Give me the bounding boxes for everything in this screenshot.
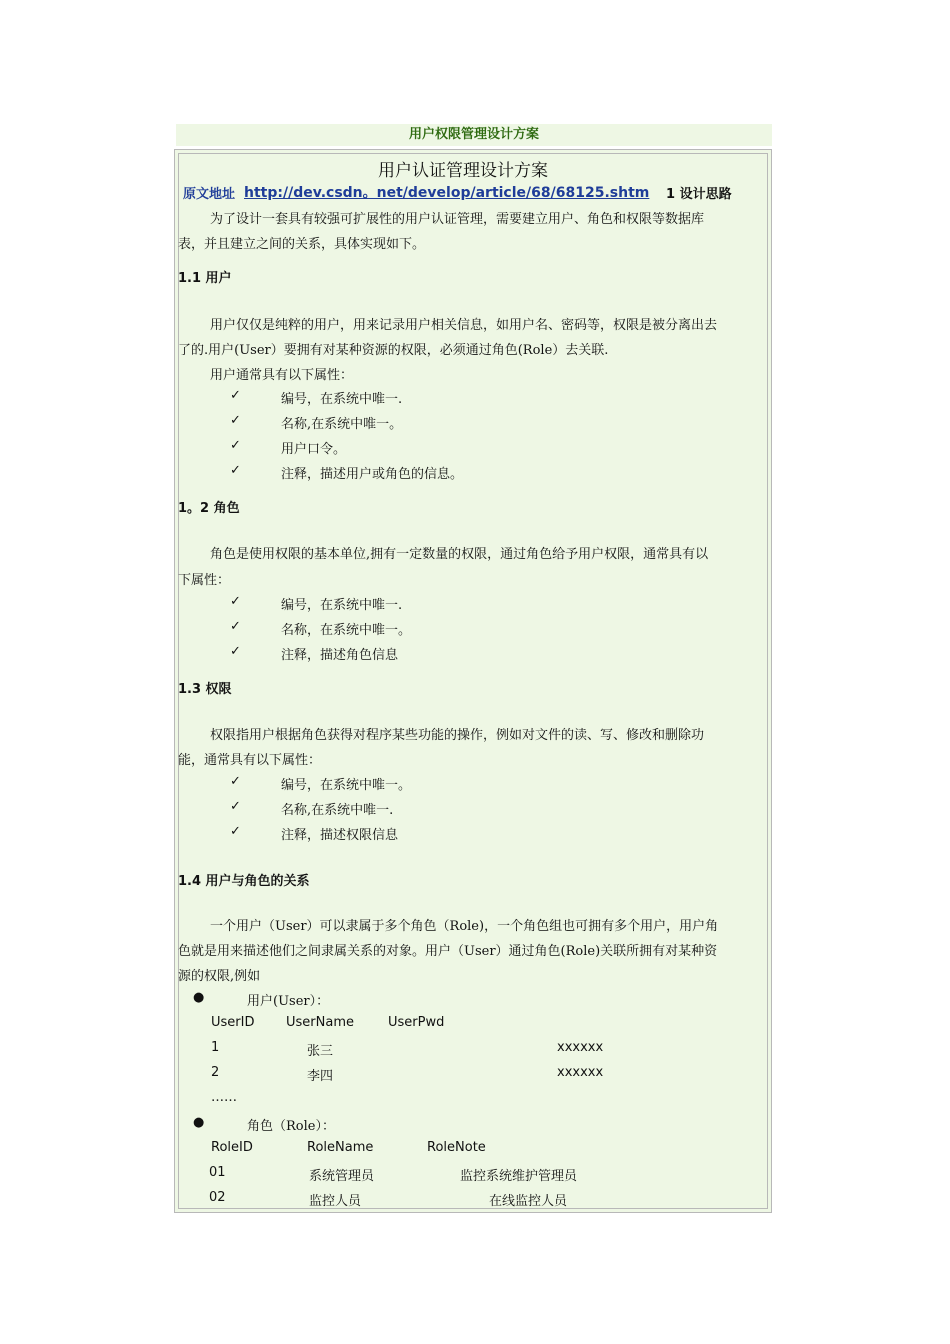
table-cell: 张三	[307, 1044, 334, 1059]
column-header: RoleNote	[427, 1140, 486, 1155]
check-icon: ✓	[230, 388, 241, 403]
check-icon: ✓	[230, 774, 241, 789]
table-cell: 李四	[307, 1069, 334, 1084]
check-icon: ✓	[230, 413, 241, 428]
list-item: 编号，在系统中唯一.	[281, 392, 403, 407]
table-cell: xxxxxx	[557, 1040, 604, 1055]
paragraph-line: 能，通常具有以下属性：	[178, 753, 322, 768]
intro-paragraph-line: 表，并且建立之间的关系，具体实现如下。	[178, 237, 426, 252]
paragraph-line: 源的权限,例如	[178, 969, 261, 984]
article-title: 用户认证管理设计方案	[378, 161, 548, 181]
paragraph-line: 色就是用来描述他们之间隶属关系的对象。用户（User）通过角色(Role)关联所拥有对某种资	[178, 944, 718, 959]
list-item: 编号，在系统中唯一。	[281, 778, 412, 793]
table-cell: 监控系统维护管理员	[460, 1169, 578, 1184]
column-header: UserID	[211, 1015, 255, 1030]
paragraph-line: 了的.用户(User）要拥有对某种资源的权限，必须通过角色(Role）去关联.	[178, 343, 609, 358]
section-heading-1-2: 1。2 角色	[178, 501, 240, 516]
check-icon: ✓	[230, 594, 241, 609]
table-cell: 监控人员	[309, 1194, 362, 1209]
intro-paragraph-line: 为了设计一套具有较强可扩展性的用户认证管理，需要建立用户、角色和权限等数据库	[210, 212, 705, 227]
list-item: 名称,在系统中唯一。	[281, 417, 403, 432]
ellipsis: ……	[211, 1090, 237, 1105]
table-cell: 在线监控人员	[489, 1194, 568, 1209]
check-icon: ✓	[230, 799, 241, 814]
source-link[interactable]: http://dev.csdn。net/develop/article/68/68125.shtm	[244, 185, 650, 201]
paragraph-line: 用户通常具有以下属性：	[210, 368, 354, 383]
check-icon: ✓	[230, 619, 241, 634]
article-frame	[174, 149, 772, 1213]
paragraph-line: 权限指用户根据角色获得对程序某些功能的操作，例如对文件的读、写、修改和删除功	[210, 728, 705, 743]
paragraph-line: 一个用户（User）可以隶属于多个角色（Role)，一个角色组也可拥有多个用户，用户角	[210, 919, 719, 934]
section-heading-1: 1 设计思路	[666, 187, 732, 202]
paragraph-line: 角色是使用权限的基本单位,拥有一定数量的权限，通过角色给予用户权限，通常具有以	[210, 547, 709, 562]
table-cell: xxxxxx	[557, 1065, 604, 1080]
paragraph-line: 下属性：	[178, 573, 231, 588]
check-icon: ✓	[230, 824, 241, 839]
list-item: 名称,在系统中唯一.	[281, 803, 394, 818]
section-heading-1-4: 1.4 用户与角色的关系	[178, 874, 310, 889]
check-icon: ✓	[230, 644, 241, 659]
column-header: RoleName	[307, 1140, 374, 1155]
list-item: 注释，描述用户或角色的信息。	[281, 467, 464, 482]
check-icon: ✓	[230, 438, 241, 453]
check-icon: ✓	[230, 463, 241, 478]
section-heading-1-3: 1.3 权限	[178, 682, 232, 697]
user-block-label: 用户(User）：	[247, 994, 330, 1009]
list-item: 注释，描述角色信息	[281, 648, 399, 663]
column-header: UserName	[286, 1015, 354, 1030]
source-label: 原文地址	[183, 187, 236, 202]
table-cell: 1	[211, 1040, 220, 1055]
article-inner-border	[178, 153, 768, 1209]
document-header: 用户权限管理设计方案	[176, 124, 772, 146]
table-cell: 02	[209, 1190, 226, 1205]
list-item: 用户口令。	[281, 442, 347, 457]
list-item: 名称，在系统中唯一。	[281, 623, 412, 638]
column-header: RoleID	[211, 1140, 253, 1155]
list-item: 编号，在系统中唯一.	[281, 598, 403, 613]
table-cell: 系统管理员	[309, 1169, 375, 1184]
list-item: 注释，描述权限信息	[281, 828, 399, 843]
column-header: UserPwd	[388, 1015, 445, 1030]
paragraph-line: 用户仅仅是纯粹的用户，用来记录用户相关信息，如用户名、密码等，权限是被分离出去	[210, 318, 718, 333]
bullet-icon: ●	[193, 990, 205, 1005]
bullet-icon: ●	[193, 1115, 205, 1130]
role-block-label: 角色（Role）：	[247, 1119, 335, 1134]
section-heading-1-1: 1.1 用户	[178, 271, 232, 286]
table-cell: 2	[211, 1065, 220, 1080]
table-cell: 01	[209, 1165, 226, 1180]
